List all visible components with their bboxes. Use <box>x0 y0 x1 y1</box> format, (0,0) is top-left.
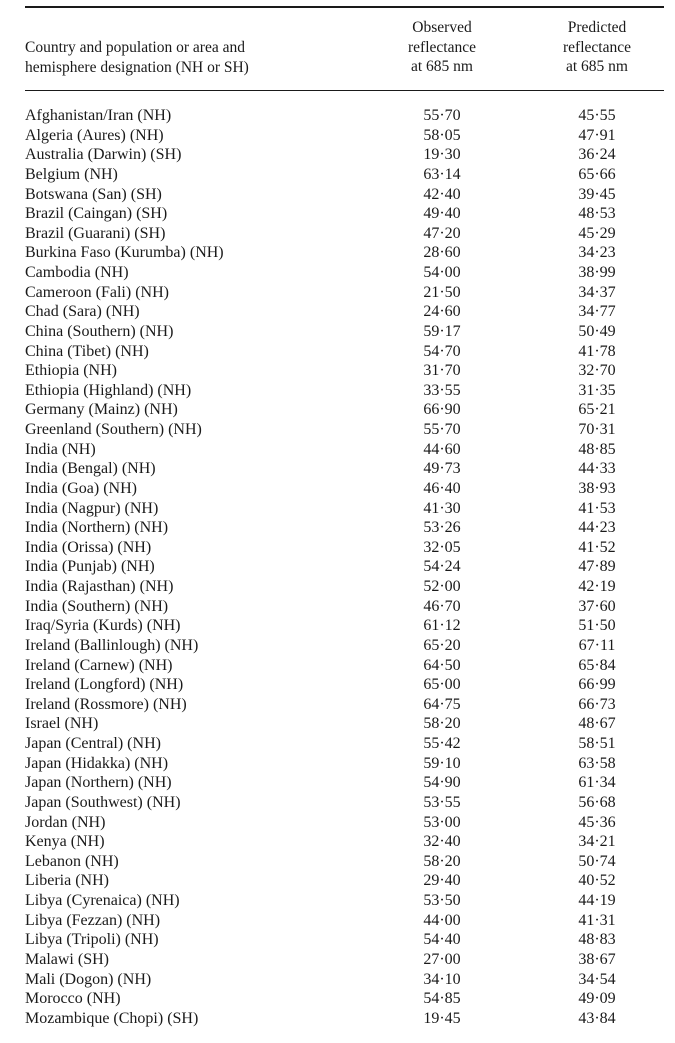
predicted-reflectance-cell: 48·85 <box>578 440 616 458</box>
observed-reflectance-cell: 54·40 <box>423 931 461 949</box>
country-cell: Lebanon (NH) <box>25 852 119 870</box>
country-cell: India (Goa) (NH) <box>25 479 137 497</box>
observed-reflectance-cell: 53·26 <box>423 519 461 537</box>
table-row <box>0 204 675 224</box>
table-row <box>0 597 675 617</box>
observed-reflectance-cell: 53·55 <box>423 793 461 811</box>
observed-reflectance-cell: 61·12 <box>423 617 461 635</box>
country-cell: Ireland (Longford) (NH) <box>25 676 184 694</box>
predicted-reflectance-cell: 45·29 <box>578 224 616 242</box>
country-cell: Libya (Tripoli) (NH) <box>25 931 159 949</box>
observed-reflectance-cell: 32·05 <box>423 538 461 556</box>
observed-reflectance-cell: 41·30 <box>423 499 461 517</box>
predicted-reflectance-cell: 49·09 <box>578 990 616 1008</box>
country-cell: Algeria (Aures) (NH) <box>25 126 164 144</box>
predicted-reflectance-cell: 65·21 <box>578 401 616 419</box>
observed-reflectance-cell: 44·60 <box>423 440 461 458</box>
observed-reflectance-cell: 24·60 <box>423 303 461 321</box>
country-cell: India (Northern) (NH) <box>25 519 169 537</box>
column-header-predicted-line: at 685 nm <box>566 58 628 75</box>
observed-reflectance-cell: 58·20 <box>423 852 461 870</box>
table-row <box>0 970 675 990</box>
predicted-reflectance-cell: 58·51 <box>578 735 616 752</box>
table-row <box>0 773 675 793</box>
table-row <box>0 479 675 499</box>
observed-reflectance-cell: 42·40 <box>423 185 461 203</box>
predicted-reflectance-cell: 47·91 <box>578 126 616 144</box>
country-cell: Mozambique (Chopi) (SH) <box>25 1009 199 1027</box>
country-cell: Japan (Central) (NH) <box>25 735 161 752</box>
table-row <box>0 695 675 715</box>
predicted-reflectance-cell: 50·49 <box>578 322 616 340</box>
table-row <box>0 459 675 479</box>
table-row <box>0 283 675 303</box>
table-row <box>0 106 675 126</box>
predicted-reflectance-cell: 34·54 <box>578 970 616 988</box>
predicted-reflectance-cell: 34·23 <box>578 244 616 262</box>
predicted-reflectance-cell: 61·34 <box>578 774 616 792</box>
table-row <box>0 518 675 538</box>
country-cell: China (Southern) (NH) <box>25 322 174 340</box>
observed-reflectance-cell: 52·00 <box>423 578 461 595</box>
predicted-reflectance-cell: 45·36 <box>578 813 616 831</box>
table-row <box>0 342 675 362</box>
country-cell: Mali (Dogon) (NH) <box>25 970 152 988</box>
country-cell: Burkina Faso (Kurumba) (NH) <box>25 244 224 262</box>
country-cell: India (Southern) (NH) <box>25 597 169 615</box>
table-row <box>0 165 675 185</box>
predicted-reflectance-cell: 66·99 <box>578 676 616 694</box>
country-cell: Israel (NH) <box>25 715 99 733</box>
observed-reflectance-cell: 65·00 <box>423 676 461 694</box>
observed-reflectance-cell: 65·20 <box>423 636 461 654</box>
predicted-reflectance-cell: 66·73 <box>578 695 616 713</box>
predicted-reflectance-cell: 51·50 <box>578 617 616 635</box>
table-row <box>0 224 675 244</box>
predicted-reflectance-cell: 70·31 <box>578 421 616 438</box>
country-cell: Malawi (SH) <box>25 950 109 968</box>
table-row <box>0 950 675 970</box>
predicted-reflectance-cell: 41·31 <box>578 911 616 929</box>
observed-reflectance-cell: 54·85 <box>423 990 461 1008</box>
country-cell: Belgium (NH) <box>25 165 118 183</box>
observed-reflectance-cell: 47·20 <box>423 224 461 242</box>
observed-reflectance-cell: 19·45 <box>423 1009 461 1027</box>
table-row <box>0 813 675 833</box>
table-row <box>0 381 675 401</box>
table-row <box>0 911 675 931</box>
column-header-observed-line: at 685 nm <box>411 58 473 75</box>
column-header-predicted-line: Predicted <box>567 19 627 36</box>
country-cell: Cambodia (NH) <box>25 264 129 281</box>
predicted-reflectance-cell: 65·66 <box>578 165 616 183</box>
observed-reflectance-cell: 53·00 <box>423 813 461 831</box>
country-cell: China (Tibet) (NH) <box>25 342 149 360</box>
predicted-reflectance-cell: 56·68 <box>578 793 616 811</box>
predicted-reflectance-cell: 38·67 <box>578 950 616 968</box>
predicted-reflectance-cell: 31·35 <box>578 381 616 399</box>
predicted-reflectance-cell: 34·21 <box>578 833 616 851</box>
column-header-country-line: hemisphere designation (NH or SH) <box>25 58 249 76</box>
observed-reflectance-cell: 21·50 <box>423 283 461 301</box>
observed-reflectance-cell: 53·50 <box>423 892 461 909</box>
table-body <box>0 106 675 1028</box>
table-row <box>0 754 675 774</box>
observed-reflectance-cell: 28·60 <box>423 244 461 262</box>
table-row <box>0 714 675 734</box>
table-row <box>0 263 675 283</box>
country-cell: Ethiopia (Highland) (NH) <box>25 381 192 399</box>
observed-reflectance-cell: 34·10 <box>423 970 461 988</box>
predicted-reflectance-cell: 36·24 <box>578 146 616 164</box>
observed-reflectance-cell: 66·90 <box>423 401 461 419</box>
country-cell: Ireland (Ballinlough) (NH) <box>25 636 199 654</box>
predicted-reflectance-cell: 50·74 <box>578 852 616 870</box>
table-row <box>0 185 675 205</box>
table-row <box>0 656 675 676</box>
observed-reflectance-cell: 58·20 <box>423 715 461 733</box>
observed-reflectance-cell: 33·55 <box>423 381 461 399</box>
predicted-reflectance-cell: 38·93 <box>578 479 616 497</box>
country-cell: Morocco (NH) <box>25 990 121 1008</box>
table-row <box>0 734 675 754</box>
column-header-predicted <box>537 18 657 77</box>
observed-reflectance-cell: 32·40 <box>423 833 461 851</box>
table-row <box>0 243 675 263</box>
country-cell: Liberia (NH) <box>25 872 109 890</box>
predicted-reflectance-cell: 63·58 <box>578 754 616 772</box>
country-cell: India (Rajasthan) (NH) <box>25 578 174 595</box>
observed-reflectance-cell: 44·00 <box>423 911 461 929</box>
predicted-reflectance-cell: 41·78 <box>578 342 616 360</box>
predicted-reflectance-cell: 48·53 <box>578 205 616 223</box>
predicted-reflectance-cell: 45·55 <box>578 107 616 124</box>
table-row <box>0 400 675 420</box>
header-divider-rule <box>25 90 664 91</box>
observed-reflectance-cell: 54·70 <box>423 342 461 360</box>
predicted-reflectance-cell: 67·11 <box>578 636 616 654</box>
country-cell: India (Punjab) (NH) <box>25 558 155 576</box>
column-header-observed-line: reflectance <box>408 38 476 56</box>
country-cell: India (NH) <box>25 440 96 458</box>
country-cell: Afghanistan/Iran (NH) <box>25 107 172 124</box>
country-cell: Libya (Cyrenaica) (NH) <box>25 892 180 909</box>
country-cell: Greenland (Southern) (NH) <box>25 421 202 438</box>
column-header-country <box>25 38 325 77</box>
country-cell: Chad (Sara) (NH) <box>25 303 140 321</box>
predicted-reflectance-cell: 48·67 <box>578 715 616 733</box>
predicted-reflectance-cell: 41·52 <box>578 538 616 556</box>
observed-reflectance-cell: 49·40 <box>423 205 461 223</box>
table-row <box>0 322 675 342</box>
table-row <box>0 636 675 656</box>
observed-reflectance-cell: 46·40 <box>423 479 461 497</box>
predicted-reflectance-cell: 44·19 <box>578 892 616 909</box>
column-header-country-line: Country and population or area and <box>25 39 245 56</box>
observed-reflectance-cell: 59·17 <box>423 322 461 340</box>
observed-reflectance-cell: 55·42 <box>423 735 461 752</box>
column-header-observed-line: Observed <box>412 19 472 36</box>
predicted-reflectance-cell: 42·19 <box>578 578 616 595</box>
country-cell: India (Nagpur) (NH) <box>25 499 159 517</box>
observed-reflectance-cell: 55·70 <box>423 107 461 124</box>
country-cell: Botswana (San) (SH) <box>25 185 162 203</box>
country-cell: Brazil (Caingan) (SH) <box>25 205 168 223</box>
observed-reflectance-cell: 64·50 <box>423 656 461 674</box>
predicted-reflectance-cell: 34·77 <box>578 303 616 321</box>
predicted-reflectance-cell: 43·84 <box>578 1009 616 1027</box>
observed-reflectance-cell: 64·75 <box>423 695 461 713</box>
column-header-predicted-line: reflectance <box>563 38 631 56</box>
table-row <box>0 557 675 577</box>
observed-reflectance-cell: 54·24 <box>423 558 461 576</box>
country-cell: Libya (Fezzan) (NH) <box>25 911 161 929</box>
table-row <box>0 832 675 852</box>
observed-reflectance-cell: 59·10 <box>423 754 461 772</box>
country-cell: Ireland (Carnew) (NH) <box>25 656 173 674</box>
observed-reflectance-cell: 31·70 <box>423 362 461 380</box>
table-row <box>0 302 675 322</box>
table-row <box>0 852 675 872</box>
predicted-reflectance-cell: 41·53 <box>578 499 616 517</box>
table-row <box>0 930 675 950</box>
predicted-reflectance-cell: 32·70 <box>578 362 616 380</box>
predicted-reflectance-cell: 44·23 <box>578 519 616 537</box>
country-cell: Japan (Hidakka) (NH) <box>25 754 169 772</box>
predicted-reflectance-cell: 38·99 <box>578 264 616 281</box>
observed-reflectance-cell: 54·90 <box>423 774 461 792</box>
table-row <box>0 361 675 381</box>
country-cell: Brazil (Guarani) (SH) <box>25 224 166 242</box>
table-row <box>0 420 675 440</box>
country-cell: Kenya (NH) <box>25 833 105 851</box>
table-row <box>0 145 675 165</box>
predicted-reflectance-cell: 39·45 <box>578 185 616 203</box>
table-row <box>0 440 675 460</box>
country-cell: Germany (Mainz) (NH) <box>25 401 178 419</box>
observed-reflectance-cell: 63·14 <box>423 165 461 183</box>
country-cell: India (Orissa) (NH) <box>25 538 152 556</box>
table-row <box>0 616 675 636</box>
table-row <box>0 793 675 813</box>
observed-reflectance-cell: 19·30 <box>423 146 461 164</box>
table-row <box>0 871 675 891</box>
table-row <box>0 577 675 597</box>
predicted-reflectance-cell: 34·37 <box>578 283 616 301</box>
observed-reflectance-cell: 49·73 <box>423 460 461 478</box>
column-header-observed <box>382 18 502 77</box>
table-row <box>0 989 675 1009</box>
country-cell: Australia (Darwin) (SH) <box>25 146 182 164</box>
country-cell: Jordan (NH) <box>25 813 106 831</box>
table-row <box>0 1009 675 1029</box>
observed-reflectance-cell: 46·70 <box>423 597 461 615</box>
predicted-reflectance-cell: 48·83 <box>578 931 616 949</box>
table-row <box>0 891 675 911</box>
table-row <box>0 675 675 695</box>
predicted-reflectance-cell: 40·52 <box>578 872 616 890</box>
country-cell: Japan (Southwest) (NH) <box>25 793 181 811</box>
table-row <box>0 126 675 146</box>
country-cell: Japan (Northern) (NH) <box>25 774 172 792</box>
predicted-reflectance-cell: 47·89 <box>578 558 616 576</box>
table-row <box>0 538 675 558</box>
predicted-reflectance-cell: 44·33 <box>578 460 616 478</box>
predicted-reflectance-cell: 65·84 <box>578 656 616 674</box>
predicted-reflectance-cell: 37·60 <box>578 597 616 615</box>
table-row <box>0 499 675 519</box>
country-cell: Ethiopia (NH) <box>25 362 117 380</box>
country-cell: Ireland (Rossmore) (NH) <box>25 695 187 713</box>
observed-reflectance-cell: 27·00 <box>423 950 461 968</box>
country-cell: India (Bengal) (NH) <box>25 460 156 478</box>
observed-reflectance-cell: 58·05 <box>423 126 461 144</box>
country-cell: Iraq/Syria (Kurds) (NH) <box>25 617 181 635</box>
country-cell: Cameroon (Fali) (NH) <box>25 283 169 301</box>
table-top-rule <box>25 6 664 8</box>
observed-reflectance-cell: 55·70 <box>423 421 461 438</box>
observed-reflectance-cell: 29·40 <box>423 872 461 890</box>
observed-reflectance-cell: 54·00 <box>423 264 461 281</box>
